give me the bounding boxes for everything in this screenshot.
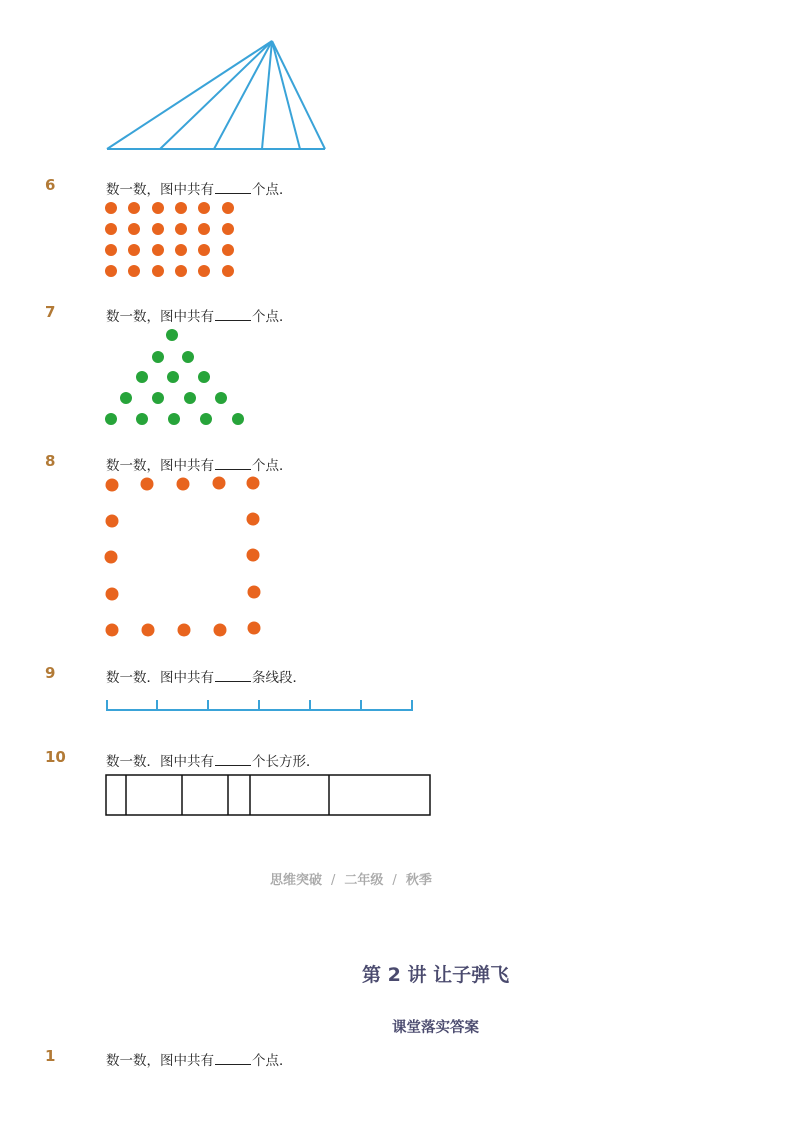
dot xyxy=(128,223,140,235)
dot xyxy=(105,413,117,425)
question-prefix: 数一数．图中共有 xyxy=(106,670,214,686)
question-prefix: 数一数．图中共有 xyxy=(106,754,214,770)
dot xyxy=(105,244,117,256)
question-suffix: 个长方形． xyxy=(252,754,320,770)
dot xyxy=(106,624,119,637)
dot xyxy=(128,265,140,277)
answer-blank[interactable] xyxy=(215,181,251,194)
footer-term: 秋季 xyxy=(405,873,432,888)
question-number: 1 xyxy=(45,1047,56,1065)
question-number: 6 xyxy=(45,176,56,194)
segment-line-figure xyxy=(0,695,800,725)
question-suffix: 个点． xyxy=(252,458,293,474)
dot xyxy=(105,551,118,564)
section-title: 课堂落实答案 xyxy=(392,1020,479,1036)
dot xyxy=(214,624,227,637)
dot xyxy=(198,244,210,256)
answer-blank[interactable] xyxy=(215,753,251,766)
triangle-ray xyxy=(160,41,272,149)
question-text xyxy=(106,750,320,770)
dot xyxy=(152,351,164,363)
triangle-figure xyxy=(0,0,800,160)
dot-triangle-figure xyxy=(0,325,800,435)
dot xyxy=(128,202,140,214)
answer-blank[interactable] xyxy=(215,669,251,682)
question-prefix: 数一数，图中共有 xyxy=(106,1053,214,1069)
dot xyxy=(198,202,210,214)
answer-blank[interactable] xyxy=(215,308,251,321)
dot xyxy=(200,413,212,425)
dot xyxy=(105,265,117,277)
question-prefix: 数一数，图中共有 xyxy=(106,309,214,325)
dot xyxy=(222,202,234,214)
dot xyxy=(106,479,119,492)
question-text xyxy=(106,1049,293,1069)
question-number: 7 xyxy=(45,303,56,321)
dot xyxy=(141,478,154,491)
dot xyxy=(177,478,190,491)
answer-blank[interactable] xyxy=(215,1052,251,1065)
dot xyxy=(198,371,210,383)
dot xyxy=(247,477,260,490)
dot xyxy=(136,413,148,425)
triangle-ray xyxy=(272,41,300,149)
lecture-title: 第 2 讲 让子弹飞 xyxy=(362,964,510,986)
dot xyxy=(175,265,187,277)
dot xyxy=(128,244,140,256)
dot xyxy=(222,265,234,277)
answer-blank[interactable] xyxy=(215,457,251,470)
question-text xyxy=(106,666,306,686)
dot xyxy=(248,622,261,635)
dot xyxy=(182,351,194,363)
dot xyxy=(198,265,210,277)
dot xyxy=(232,413,244,425)
dot xyxy=(215,392,227,404)
dot xyxy=(105,223,117,235)
outer-rectangle xyxy=(106,775,430,815)
dot xyxy=(184,392,196,404)
dot xyxy=(167,371,179,383)
dot xyxy=(152,244,164,256)
dot xyxy=(152,223,164,235)
dot xyxy=(166,329,178,341)
footer-grade: 二年级 xyxy=(344,873,384,888)
footer-subject: 思维突破 xyxy=(270,873,323,888)
dot xyxy=(120,392,132,404)
question-text xyxy=(106,305,293,325)
dot xyxy=(168,413,180,425)
dot xyxy=(105,202,117,214)
dot xyxy=(136,371,148,383)
dot xyxy=(152,202,164,214)
dot xyxy=(175,244,187,256)
triangle-ray xyxy=(107,41,272,149)
dot-grid-figure xyxy=(0,195,800,285)
question-number: 10 xyxy=(45,748,66,766)
question-suffix: 个点． xyxy=(252,1053,293,1069)
dot xyxy=(198,223,210,235)
dot xyxy=(142,624,155,637)
dot xyxy=(247,549,260,562)
dot xyxy=(178,624,191,637)
question-suffix: 个点． xyxy=(252,309,293,325)
dot xyxy=(175,202,187,214)
question-suffix: 条线段． xyxy=(252,670,306,686)
dot xyxy=(175,223,187,235)
question-number: 8 xyxy=(45,452,56,470)
dot xyxy=(247,513,260,526)
dot xyxy=(106,515,119,528)
page-footer xyxy=(270,869,432,888)
footer-separator: / xyxy=(331,873,336,888)
dot-square-figure xyxy=(0,470,800,640)
dot xyxy=(106,588,119,601)
dot xyxy=(152,265,164,277)
dot xyxy=(213,477,226,490)
question-suffix: 个点． xyxy=(252,182,293,198)
footer-separator: / xyxy=(392,873,397,888)
dot xyxy=(248,586,261,599)
question-prefix: 数一数，图中共有 xyxy=(106,182,214,198)
dot xyxy=(222,244,234,256)
dot xyxy=(222,223,234,235)
question-prefix: 数一数，图中共有 xyxy=(106,458,214,474)
dot xyxy=(152,392,164,404)
triangle-ray xyxy=(272,41,325,149)
rectangle-strip-figure xyxy=(0,770,800,820)
question-number: 9 xyxy=(45,664,56,682)
